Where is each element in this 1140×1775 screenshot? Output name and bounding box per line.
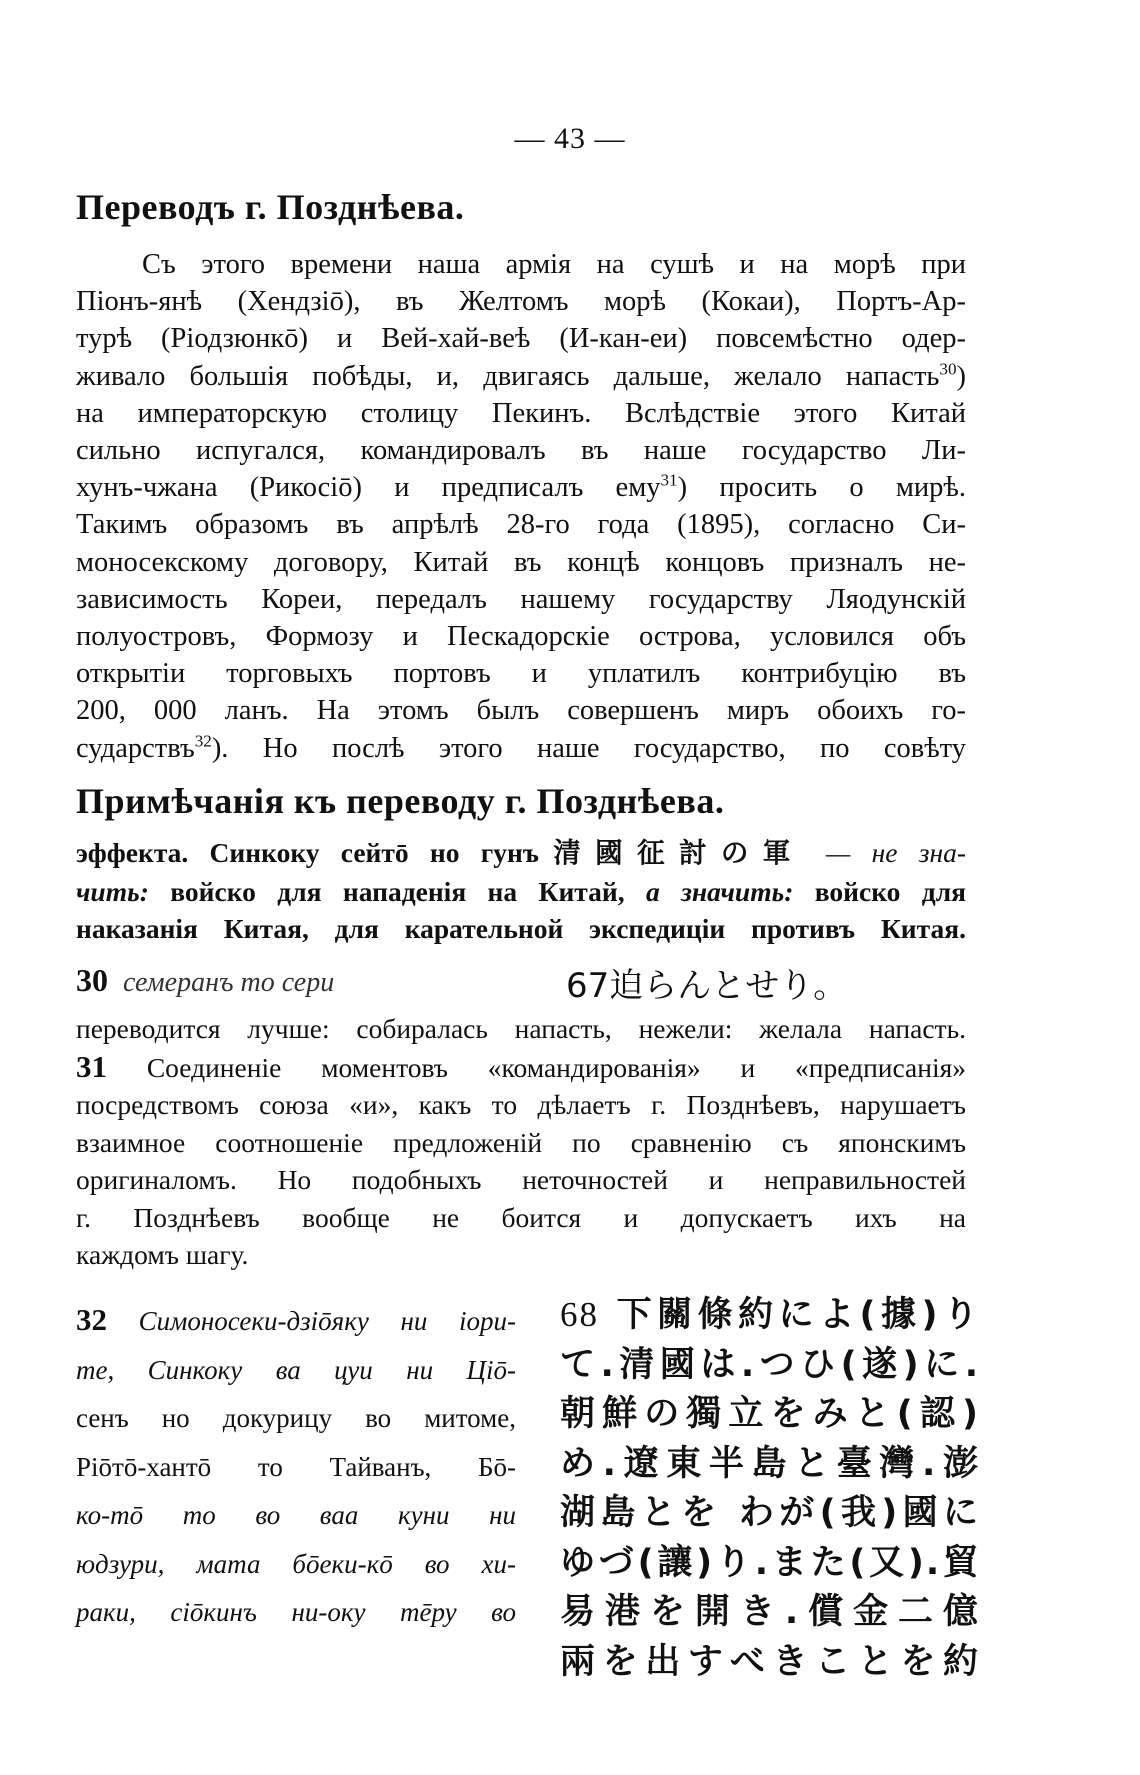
note-32-line: 32 Симоносеки-дзіōяку ни іори- [76,1302,516,1337]
note-line: оригиналомъ. Но подобныхъ неточностей и неправильностей [76,1164,966,1195]
note-line: г. Позднѣевъ вообще не боится и допускаетъ ихъ на [76,1201,966,1233]
main-line: на императорскую столицу Пекинъ. Вслѣдствіе этого Китай [76,397,966,429]
notes-30-31 [76,1010,966,1274]
note-number: 30 [76,962,108,998]
note-32-line: раки, сіōкинъ ни-оку тēру во [76,1597,516,1627]
footnote-ref-32[interactable]: 32 [194,731,212,751]
japanese-line: め.遼東半島と臺灣.澎 [560,1443,980,1484]
main-line: сударствъ$^{32}$). Но послѣ этого наше государство, по совѣту [76,731,966,764]
main-line: полуостровъ, Формозу и Пескадорскіе острова, условился объ [76,621,966,653]
note-32-line: ко-тō то во ваа куни ни [76,1500,516,1530]
main-line: живало большія побѣды, и, двигаясь дальше, желало напасть$^{30}$) [76,359,966,392]
note-32-line: те, Синкоку ва цуи ни Ціō- [76,1354,516,1385]
note-32-line: юдзури, мата бōеки-кō во хи- [76,1548,516,1579]
note-line: посредствомъ союза «и», какъ то дѣлаетъ г. Позднѣевъ, нарушаетъ [76,1089,966,1120]
main-line: зависимость Кореи, передалъ нашему государству Ляодунскій [76,583,966,615]
japanese-line: て.清國は.つひ(遂)に. [560,1344,980,1385]
footnote-ref-31[interactable]: 31 [660,470,678,490]
note-line: 31 Соединеніе моментовъ «командированія» и «предписанія» [76,1048,967,1084]
main-line: Піонъ-янѣ (Хендзіō), въ Желтомъ морѣ (Кокаи), Портъ-Ар- [76,286,966,318]
japanese-line: 易港を開き.償金二億 [560,1592,980,1632]
main-line: моносекскому договору, Китай въ концѣ концовъ призналъ не- [76,546,966,578]
note-30-transliteration: семеранъ то сери [123,967,335,998]
footnote-ref-30[interactable]: 30 [939,359,957,379]
effect-note-line: эффекта. Синкоку сейтō но гунъ清國征討の軍 — не зна- [76,837,966,869]
main-line: турѣ (Ріодзюнкō) и Вей-хай-веѣ (И-кан-еи) повсемѣстно одер- [76,323,966,355]
page-number: — 43 — [514,122,626,155]
note-number: 32 [76,1302,107,1337]
japanese-line: 兩を出すべきことを約 [560,1641,980,1682]
note-32-transliteration [76,1296,516,1637]
heading-translation: Переводъ г. Позднѣева. [76,187,465,227]
japanese-line: 68 下關條約によ(據)り [560,1295,980,1335]
note-32-japanese [560,1290,980,1687]
note-number: 31 [76,1048,107,1084]
note-line: взаимное соотношеніе предложеній по сравненію съ японскимъ [76,1126,966,1158]
japanese-line: 湖島とを わが(我)國に [560,1493,980,1533]
effect-note [76,834,966,948]
main-line: открытіи торговыхъ портовъ и уплатилъ контрибуцію въ [76,658,966,690]
main-line: 200, 000 ланъ. На этомъ былъ совершенъ миръ обоихъ го- [76,695,966,727]
note-30-japanese: 67迫らんとせり。 [566,966,848,1006]
heading-notes: Примѣчанія къ переводу г. Позднѣева. [76,781,725,821]
japanese-line: ゆづ(讓)り.また(又).貿 [560,1542,980,1583]
note-30 [76,962,966,1012]
main-line: сильно испугался, командировалъ въ наше государство Ли- [76,435,966,467]
note-32-line: сенъ но докурицу во митоме, [76,1403,516,1433]
japanese-phrase: 清國征討の軍 [538,837,805,869]
effect-note-line: чить: войско для нападенія на Китай, а значить: войско для [76,875,967,907]
note-line: каждомъ шагу. [76,1239,249,1270]
japanese-line: 朝鮮の獨立をみと(認) [560,1394,980,1434]
effect-note-line: наказанія Китая, для карательной экспедиціи противъ Китая. [76,913,966,944]
note-32-line: Ріōтō-хантō то Тайванъ, Бō- [76,1451,516,1482]
main-paragraph [76,246,966,767]
main-line: Съ этого времени наша армія на сушѣ и на морѣ при [142,249,966,280]
main-line: хунъ-чжана (Рикосіō) и предписалъ ему$^{31}$) просить о мирѣ. [76,470,966,504]
main-line: Такимъ образомъ въ апрѣлѣ 28-го года (1895), согласно Си- [76,509,966,541]
note-line: переводится лучше: собиралась напасть, нежели: желала напасть. [76,1013,966,1044]
